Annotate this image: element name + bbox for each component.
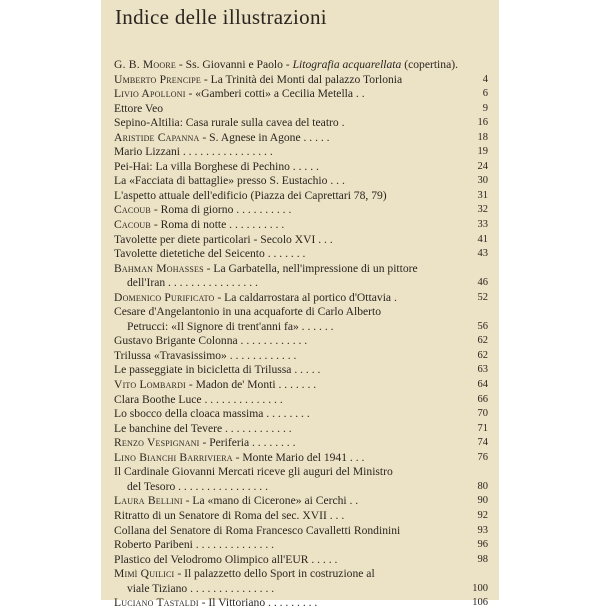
entry-page-number: 4 — [482, 73, 488, 85]
entry-text — [114, 160, 468, 175]
entry-text — [114, 247, 468, 262]
index-entry — [114, 407, 490, 422]
index-entry — [114, 596, 490, 611]
index-entry — [114, 262, 490, 291]
index-entry — [114, 233, 490, 248]
entry-description: Le passeggiate in bicicletta di Trilussa . . . . . — [114, 363, 321, 377]
index-entry — [114, 349, 490, 364]
entry-page-number: 33 — [477, 219, 488, 231]
entry-page-number: 62 — [477, 335, 488, 347]
entry-description: Mario Lizzani . . . . . . . . . . . . . . . . — [114, 145, 273, 159]
index-entry — [114, 524, 490, 539]
index-entry — [114, 378, 490, 393]
page-title: Indice delle illustrazioni — [115, 5, 327, 29]
entry-continuation: Petrucci: «Il Signore di trent'anni fa» . . . . . . — [127, 319, 334, 333]
index-entry — [114, 465, 490, 494]
index-entry — [114, 131, 490, 146]
entry-description: Gustavo Brigante Colonna . . . . . . . . . . . . — [114, 334, 308, 348]
index-entry — [114, 87, 490, 102]
entry-author: Renzo Vespignani — [114, 436, 200, 450]
entry-page-number: 76 — [477, 451, 488, 463]
entry-page-number: 46 — [477, 277, 488, 289]
entry-description: Roberto Paribeni . . . . . . . . . . . . . . — [114, 538, 275, 552]
entry-author: Lino Bianchi Barriviera — [114, 450, 233, 464]
entry-text — [114, 538, 468, 553]
entry-page-number: 41 — [477, 233, 488, 245]
entry-page-number: 92 — [477, 509, 488, 521]
entry-author: Cacoub — [114, 218, 151, 232]
index-entry — [114, 363, 490, 378]
entry-author: Aristide Capanna — [114, 130, 200, 144]
entry-text — [114, 422, 468, 437]
entry-text — [114, 102, 468, 117]
entry-text — [114, 218, 468, 233]
entry-text — [114, 174, 468, 189]
entry-description: La «Facciata di battaglie» presso S. Eustachio . . . — [114, 174, 345, 188]
entry-author: Vito Lombardi — [114, 378, 186, 392]
entry-description: Pei-Hai: La villa Borghese di Pechino . . . . . — [114, 159, 319, 173]
entry-text — [114, 378, 468, 393]
entry-description: Trilussa «Travasissimo» . . . . . . . . . . . . — [114, 348, 297, 362]
entry-description: - Ss. Giovanni e Paolo - — [176, 58, 293, 71]
entry-text — [114, 233, 468, 248]
index-entry — [114, 567, 490, 596]
entry-description: Cesare d'Angelantonio in una acquaforte di Carlo Alberto — [114, 305, 382, 319]
index-entry — [114, 189, 490, 204]
entry-page-number: 66 — [477, 393, 488, 405]
index-entry — [114, 174, 490, 189]
entry-description: L'aspetto attuale dell'edificio (Piazza dei Caprettari 78, 79) — [114, 188, 387, 202]
entry-continuation: del Tesoro . . . . . . . . . . . . . . . . — [127, 479, 268, 493]
entry-text — [114, 393, 468, 408]
entry-page-number: 98 — [477, 553, 488, 565]
entry-page-number: 16 — [477, 117, 488, 129]
entry-text — [114, 73, 468, 88]
entry-text — [114, 596, 468, 611]
entry-page-number: 43 — [477, 248, 488, 260]
entry-text — [114, 145, 468, 160]
entry-text — [114, 305, 468, 320]
entry-description: - Periferia . . . . . . . . — [199, 436, 296, 450]
entry-description: - La caldarrostara al portico d'Ottavia . — [214, 290, 397, 304]
entry-page-number: 19 — [477, 146, 488, 158]
index-entry — [114, 538, 490, 553]
entry-author: Umberto Prencipe — [114, 72, 201, 86]
entry-page-number: 62 — [477, 349, 488, 361]
entry-text — [114, 509, 468, 524]
index-entry — [114, 218, 490, 233]
entry-text — [114, 334, 468, 349]
index-entry — [114, 436, 490, 451]
entry-text — [114, 87, 468, 102]
entry-page-number: 74 — [477, 437, 488, 449]
entry-author: Bahman Mohasses — [114, 261, 204, 275]
index-entry — [114, 509, 490, 524]
entry-description: Ritratto di un Senatore di Roma del sec. XVII . . . — [114, 508, 345, 522]
entry-page-number: 63 — [477, 364, 488, 376]
entry-text — [114, 465, 468, 480]
index-entry — [114, 334, 490, 349]
entry-page-number: 106 — [472, 597, 488, 609]
entry-description: - La «mano di Cicerone» ai Cerchi . . — [182, 494, 359, 508]
entry-description: Il Cardinale Giovanni Mercati riceve gli auguri del Ministro — [114, 465, 393, 479]
entry-description: Clara Boothe Luce . . . . . . . . . . . . . . — [114, 392, 283, 406]
entry-description: Sepino-Altilia: Casa rurale sulla cavea del teatro . — [114, 116, 345, 130]
entry-description: - Il palazzetto dello Sport in costruzione al — [174, 567, 375, 581]
illustrations-index-list — [114, 58, 490, 611]
entry-text — [114, 131, 468, 146]
entry-author: Livio Apolloni — [114, 87, 186, 101]
index-entry — [114, 247, 490, 262]
index-entry — [114, 102, 490, 117]
entry-page-number: 71 — [477, 422, 488, 434]
entry-author: Cacoub — [114, 203, 151, 217]
entry-italic-note: Litografia acquarellata — [292, 58, 402, 71]
entry-page-number: 31 — [477, 189, 488, 201]
entry-page-number: 64 — [477, 379, 488, 391]
entry-text — [114, 436, 468, 451]
entry-description: Ettore Veo — [114, 101, 164, 115]
entry-description: Le banchine del Tevere . . . . . . . . . . . . — [114, 421, 292, 435]
entry-author: Laura Bellini — [114, 494, 183, 508]
entry-page-number: 56 — [477, 320, 488, 332]
entry-page-number: 100 — [472, 582, 488, 594]
entry-description: Lo sbocco della cloaca massima . . . . . . . . — [114, 407, 310, 421]
index-entry — [114, 494, 490, 509]
entry-author: G. B. Moore — [114, 58, 176, 71]
entry-author: Luciano Tastaldi — [114, 596, 199, 610]
entry-text — [114, 291, 468, 306]
entry-page-number: 9 — [482, 102, 488, 114]
entry-description: - Monte Mario del 1941 . . . — [232, 450, 365, 464]
entry-page-number: 30 — [477, 175, 488, 187]
entry-text — [114, 189, 468, 204]
entry-description: - Roma di giorno . . . . . . . . . . — [150, 203, 292, 217]
entry-description: - «Gamberi cotti» a Cecilia Metella . . — [185, 87, 365, 101]
index-entry — [114, 553, 490, 568]
entry-description: Tavolette per diete particolari - Secolo XVI . . . — [114, 232, 333, 246]
entry-description: - S. Agnese in Agone . . . . . — [199, 130, 330, 144]
entry-page-number: 70 — [477, 408, 488, 420]
entry-page-number: 93 — [477, 524, 488, 536]
index-entry — [114, 203, 490, 218]
entry-text — [114, 524, 468, 539]
entry-page-number: 52 — [477, 291, 488, 303]
entry-author: Domenico Purificato — [114, 290, 215, 304]
index-entry — [114, 305, 490, 334]
entry-text — [114, 567, 468, 582]
entry-text — [114, 363, 468, 378]
entry-text — [114, 407, 468, 422]
index-entry — [114, 160, 490, 175]
index-entry — [114, 58, 490, 73]
entry-continuation: dell'Iran . . . . . . . . . . . . . . . . — [127, 276, 258, 290]
entry-continuation: viale Tiziano . . . . . . . . . . . . . . . — [127, 581, 275, 595]
entry-description: - Madon de' Monti . . . . . . . — [185, 378, 317, 392]
entry-page-number: 24 — [477, 160, 488, 172]
book-page — [101, 0, 499, 610]
index-entry — [114, 291, 490, 306]
entry-description: - La Garbatella, nell'impressione di un pittore — [203, 261, 418, 275]
entry-page-number: 6 — [482, 88, 488, 100]
entry-text — [114, 451, 468, 466]
entry-text — [114, 262, 468, 277]
entry-description: Collana del Senatore di Roma Francesco Cavalletti Rondinini — [114, 523, 401, 537]
entry-page-number: 32 — [477, 204, 488, 216]
entry-page-number: 96 — [477, 539, 488, 551]
entry-page-number: 18 — [477, 131, 488, 143]
entry-author: Mimì Quilici — [114, 567, 175, 581]
entry-page-number: 80 — [477, 480, 488, 492]
entry-text — [114, 553, 468, 568]
index-entry — [114, 451, 490, 466]
index-entry — [114, 422, 490, 437]
entry-description: - La Trinità dei Monti dal palazzo Torlonia — [200, 72, 403, 86]
entry-text — [114, 58, 468, 73]
entry-page-number: 90 — [477, 495, 488, 507]
entry-description: Plastico del Velodromo Olimpico all'EUR . . . . . — [114, 552, 338, 566]
entry-text — [114, 116, 468, 131]
index-entry — [114, 116, 490, 131]
index-entry — [114, 73, 490, 88]
entry-tail: (copertina). — [401, 58, 458, 71]
index-entry — [114, 393, 490, 408]
entry-description: - Roma di notte . . . . . . . . . . — [150, 218, 285, 232]
entry-description: Tavolette dietetiche del Seicento . . . . . . . — [114, 247, 306, 261]
entry-text — [114, 349, 468, 364]
entry-text — [114, 494, 468, 509]
entry-text — [114, 203, 468, 218]
entry-description: - Il Vittoriano . . . . . . . . . — [198, 596, 318, 610]
index-entry — [114, 145, 490, 160]
